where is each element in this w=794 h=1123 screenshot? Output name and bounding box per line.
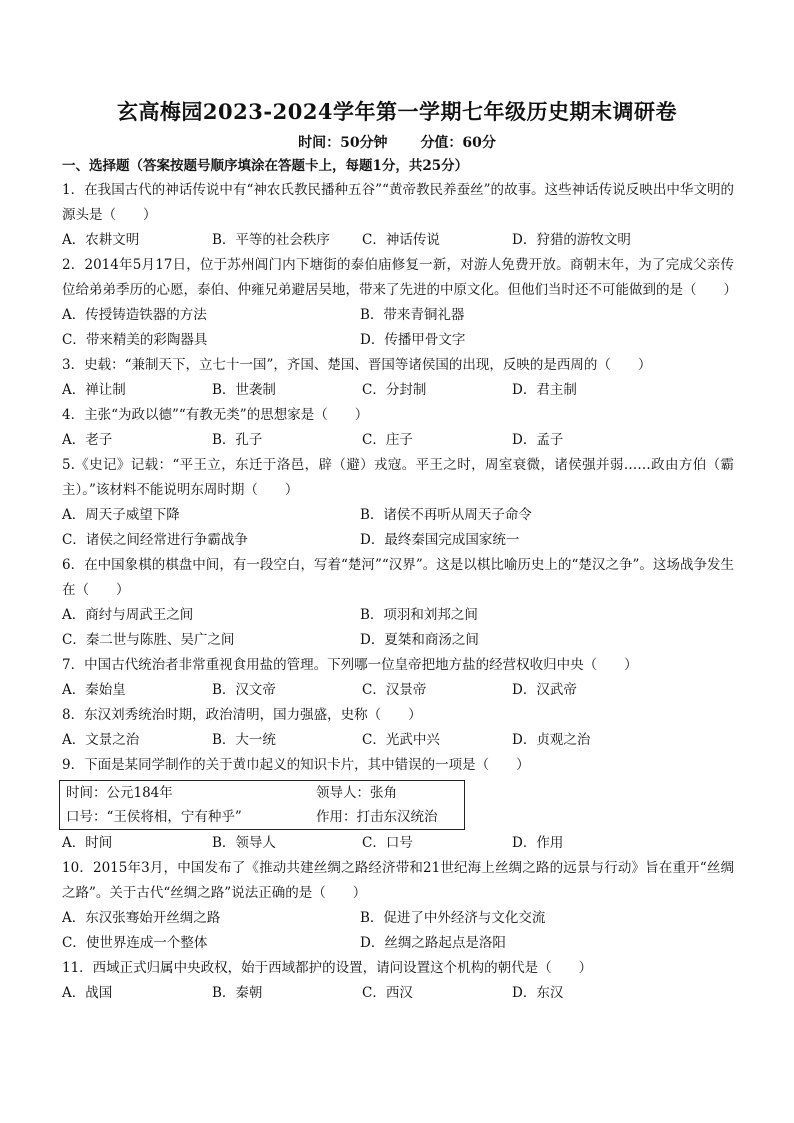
option-b: B．领导人 (212, 835, 276, 851)
options-row (62, 981, 734, 1006)
option-b: B．孔子 (212, 432, 263, 448)
question-7 (62, 653, 734, 703)
option-a: A．老子 (62, 432, 113, 448)
question-text: 4．主张“为政以德”“有教无类”的思想家是（ ） (62, 407, 369, 423)
options-row (62, 603, 734, 628)
question-text: 6．在中国象棋的棋盘中间，有一段空白，写着“楚河”“汉界”。这是以棋比喻历史上的“楚汉之争”。这场战争发生在（ ） (62, 557, 734, 598)
options-row (62, 831, 734, 856)
question-text: 11．西域正式归属中央政权，始于西域都护的设置，请问设置这个机构的朝代是（ ） (62, 960, 593, 976)
question-text: 1．在我国古代的神话传说中有“神农氏教民播种五谷”“黄帝教民养蚕丝”的故事。这些神话传说反映出中华文明的源头是（ ） (62, 182, 734, 223)
option-c: C．神话传说 (362, 232, 440, 248)
question-text: 7．中国古代统治者非常重视食用盐的管理。下列哪一位皇帝把地方盐的经营权收归中央（ ） (62, 657, 638, 673)
knowledge-card (59, 780, 465, 830)
card-effect: 作用：打击东汉统治 (316, 809, 438, 825)
option-b: B．秦朝 (212, 985, 263, 1001)
options-row (62, 678, 734, 703)
option-c: C．诸侯之间经常进行争霸战争 (62, 532, 248, 548)
question-2 (62, 253, 737, 353)
option-b: B．汉文帝 (212, 682, 276, 698)
option-a: A．商纣与周武王之间 (62, 607, 194, 623)
question-text: 8．东汉刘秀统治时期，政治清明，国力强盛，史称（ ） (62, 707, 422, 723)
option-b: B．项羽和刘邦之间 (360, 607, 478, 623)
exam-time: 时间：50分钟 (298, 135, 388, 151)
option-d: D．东汉 (512, 985, 564, 1001)
option-c: C．口号 (362, 835, 413, 851)
option-d: D．汉武帝 (512, 682, 577, 698)
option-d: D．君主制 (512, 382, 577, 398)
exam-score: 分值：60分 (420, 135, 496, 151)
option-c: C．秦二世与陈胜、吴广之间 (62, 632, 235, 648)
exam-meta (0, 132, 794, 152)
option-c: C．汉景帝 (362, 682, 427, 698)
question-3 (62, 353, 734, 403)
option-a: A．战国 (62, 985, 113, 1001)
options-row (62, 378, 734, 403)
option-d: D．丝绸之路起点是洛阳 (360, 935, 506, 951)
options-row (62, 728, 734, 753)
card-leader: 领导人：张角 (316, 785, 397, 801)
option-c: C．分封制 (362, 382, 427, 398)
question-text: 5.《史记》记载：“平王立，东迁于洛邑，辟（避）戎寇。平王之时，周室衰微，诸侯强并弱……政由方伯（霸主）。”该材料不能说明东周时期（ ） (62, 457, 734, 498)
option-a: A．周天子威望下降 (62, 507, 180, 523)
option-a: A．农耕文明 (62, 232, 140, 248)
question-1 (62, 178, 734, 253)
option-d: D．夏桀和商汤之间 (360, 632, 479, 648)
options-row (62, 328, 734, 353)
option-d: D．传播甲骨文字 (360, 332, 466, 348)
question-text: 3．史载：“兼制天下，立七十一国”，齐国、楚国、晋国等诸侯国的出现，反映的是西周的（ ） (62, 357, 652, 373)
option-b: B．促进了中外经济与文化交流 (360, 910, 546, 926)
question-10 (62, 856, 734, 956)
option-c: C．庄子 (362, 432, 413, 448)
option-c: C．光武中兴 (362, 732, 440, 748)
option-c: C．使世界连成一个整体 (62, 935, 208, 951)
options-row (62, 503, 734, 528)
card-slogan: 口号：“王侯将相，宁有种乎” (66, 809, 242, 825)
options-row (62, 528, 734, 553)
option-a: A．秦始皇 (62, 682, 126, 698)
question-11 (62, 956, 734, 1006)
options-row (62, 228, 734, 253)
option-b: B．带来青铜礼器 (360, 307, 465, 323)
option-a: A．禅让制 (62, 382, 126, 398)
option-d: D．孟子 (512, 432, 564, 448)
question-4 (62, 403, 734, 453)
options-row (62, 628, 734, 653)
option-c: C．带来精美的彩陶器具 (62, 332, 208, 348)
question-6 (62, 553, 734, 653)
page-title: 玄高梅园2023-2024学年第一学期七年级历史期末调研卷 (116, 99, 678, 124)
option-b: B．平等的社会秩序 (212, 232, 330, 248)
options-row (62, 303, 734, 328)
question-text: 10．2015年3月，中国发布了《推动共建丝绸之路经济带和21世纪海上丝绸之路的远景与行动》旨在重开“丝绸之路”。关于古代“丝绸之路”说法正确的是（ ） (62, 860, 734, 901)
question-text: 2．2014年5月17日，位于苏州阊门内下塘街的泰伯庙修复一新，对游人免费开放。商朝末年，为了完成父亲传位给弟弟季历的心愿，泰伯、仲雍兄弟避居吴地，带来了先进的中原文化。但他们当时还不可能做到的是（ ） (62, 257, 737, 298)
option-b: B．世袭制 (212, 382, 276, 398)
option-d: D．最终秦国完成国家统一 (360, 532, 520, 548)
option-b: B．大一统 (212, 732, 276, 748)
option-d: D．狩猎的游牧文明 (512, 232, 631, 248)
question-list (62, 154, 737, 1006)
option-c: C．西汉 (362, 985, 413, 1001)
options-row (62, 428, 734, 453)
option-b: B．诸侯不再听从周天子命令 (360, 507, 532, 523)
option-a: A．文景之治 (62, 732, 140, 748)
section-heading: 一、选择题（答案按题号顺序填涂在答题卡上，每题1分，共25分） (62, 158, 469, 174)
card-time: 时间：公元184年 (66, 785, 173, 801)
option-a: A．时间 (62, 835, 113, 851)
options-row (62, 906, 734, 931)
option-d: D．贞观之治 (512, 732, 591, 748)
question-9 (62, 753, 734, 856)
question-text: 9．下面是某同学制作的关于黄巾起义的知识卡片，其中错误的一项是（ ） (62, 757, 530, 773)
option-a: A．东汉张骞始开丝绸之路 (62, 910, 221, 926)
question-5 (62, 453, 734, 553)
options-row (62, 931, 734, 956)
option-a: A．传授铸造铁器的方法 (62, 307, 207, 323)
question-8 (62, 703, 734, 753)
option-d: D．作用 (512, 835, 564, 851)
